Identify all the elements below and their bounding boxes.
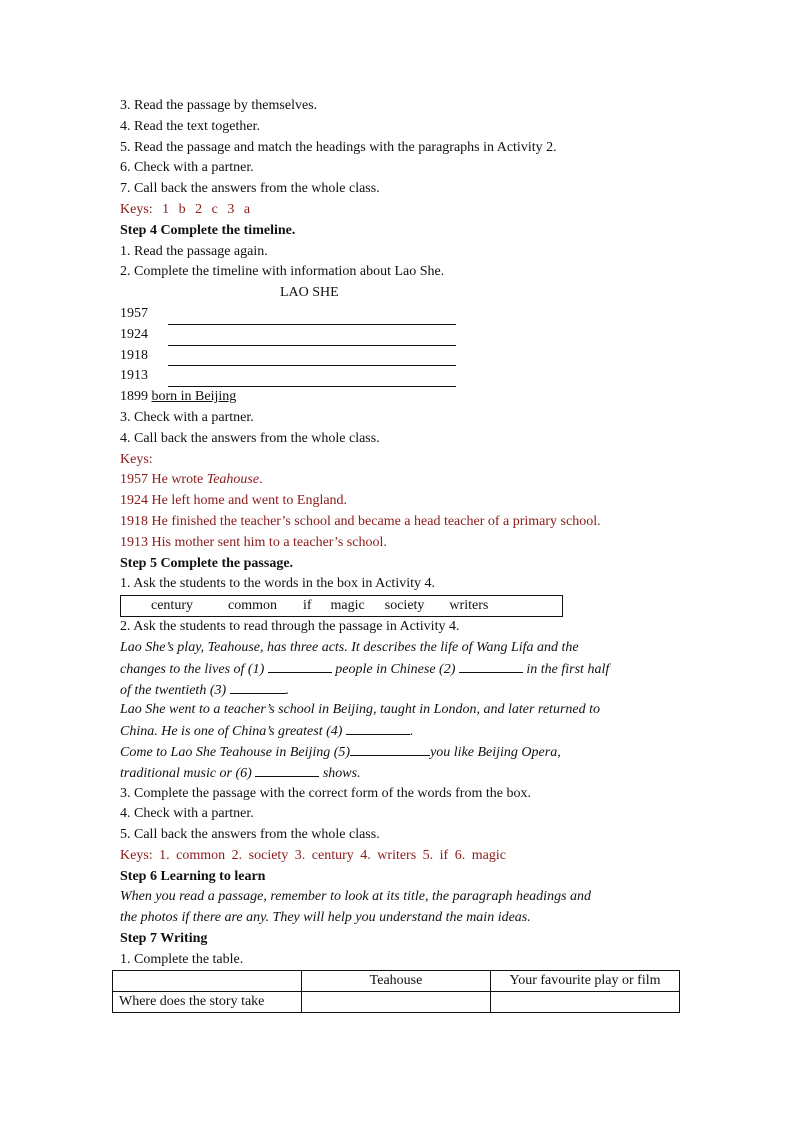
timeline-year: 1924	[120, 326, 148, 342]
blank-6[interactable]	[255, 763, 319, 777]
timeline-blank[interactable]	[168, 308, 456, 325]
passage-text: you like Beijing Opera,	[430, 744, 561, 760]
table-cell-input[interactable]	[491, 992, 680, 1013]
timeline-year: 1913	[120, 368, 148, 384]
step7-item-1: 1. Complete the table.	[120, 951, 244, 967]
step5-keys: Keys: 1. common 2. society 3. century 4. writers 5. if 6. magic	[120, 847, 506, 863]
word-box-word: society	[384, 598, 425, 614]
timeline-row	[120, 366, 700, 387]
timeline-blank[interactable]	[168, 370, 456, 387]
step5-item-5: 5. Call back the answers from the whole class.	[120, 827, 380, 843]
step6-line: When you read a passage, remember to look at its title, the paragraph headings and	[120, 889, 592, 905]
step7-heading: Step 7 Writing	[120, 931, 208, 947]
step3-item-6: 6. Check with a partner.	[120, 160, 254, 176]
step4-heading: Step 4 Complete the timeline.	[120, 222, 296, 238]
step4-key-line: 1918 He finished the teacher’s school and became a head teacher of a primary school.	[120, 513, 601, 529]
timeline-row	[120, 325, 700, 346]
table-header-cell	[113, 971, 302, 992]
step3-keys: Keys: 1 b 2 c 3 a	[120, 201, 251, 217]
timeline-year: 1899	[120, 389, 148, 405]
step4-item-4: 4. Call back the answers from the whole class.	[120, 430, 380, 446]
passage-line: Lao She went to a teacher’s school in Beijing, taught in London, and later returned to	[120, 702, 600, 718]
blank-1[interactable]	[268, 659, 332, 673]
step4-key-line	[120, 470, 700, 491]
timeline-blank[interactable]	[168, 329, 456, 346]
step5-heading: Step 5 Complete the passage.	[120, 555, 294, 571]
step3-item-3: 3. Read the passage by themselves.	[120, 98, 318, 113]
table-header-cell: Your favourite play or film	[491, 971, 680, 992]
step4-item-1: 1. Read the passage again.	[120, 243, 268, 259]
passage-text: changes to the lives of (1)	[120, 661, 268, 677]
timeline-title: LAO SHE	[280, 285, 339, 301]
timeline-row	[120, 304, 700, 325]
step5-item-4: 4. Check with a partner.	[120, 806, 254, 822]
table-header-cell: Teahouse	[302, 971, 491, 992]
step6-line: the photos if there are any. They will help you understand the main ideas.	[120, 910, 531, 926]
passage-text: .	[409, 724, 414, 740]
step4-keys-label: Keys:	[120, 451, 153, 467]
word-box-word: if	[302, 598, 312, 614]
timeline-answer: born in Beijing	[151, 389, 237, 405]
passage-text: people in Chinese (2)	[331, 661, 459, 677]
passage-text: China. He is one of China’s greatest (4)	[120, 724, 346, 740]
document-page	[120, 96, 700, 971]
step5-item-2: 2. Ask the students to read through the passage in Activity 4.	[120, 619, 460, 635]
word-box	[120, 595, 563, 617]
passage-line	[120, 659, 700, 680]
step3-item-4: 4. Read the text together.	[120, 118, 260, 134]
step3-item-7: 7. Call back the answers from the whole class.	[120, 181, 380, 197]
table-cell-input[interactable]	[302, 992, 491, 1013]
passage-line	[120, 742, 700, 763]
timeline-year: 1957	[120, 305, 148, 321]
timeline-blank[interactable]	[168, 349, 456, 366]
step4-item-3: 3. Check with a partner.	[120, 409, 254, 425]
word-box-word: century	[151, 598, 193, 614]
timeline-row-1899	[120, 387, 700, 408]
key-text: 1957 He wrote	[120, 472, 207, 488]
passage-text: of the twentieth (3)	[120, 682, 230, 698]
table-row	[113, 992, 680, 1013]
step4-key-line: 1913 His mother sent him to a teacher’s school.	[120, 534, 387, 550]
passage-text: in the first half	[522, 661, 610, 677]
passage-line	[120, 680, 700, 701]
passage-text: traditional music or (6)	[120, 765, 256, 781]
word-box-word: magic	[330, 598, 365, 614]
key-title: Teahouse	[206, 472, 260, 488]
passage-line	[120, 763, 700, 784]
step5-item-3: 3. Complete the passage with the correct form of the words from the box.	[120, 785, 531, 801]
passage-text: shows.	[319, 765, 361, 781]
timeline-year: 1918	[120, 347, 148, 363]
blank-2[interactable]	[459, 659, 523, 673]
word-box-word: common	[227, 598, 277, 614]
passage-line	[120, 721, 700, 742]
step6-heading: Step 6 Learning to learn	[120, 868, 266, 884]
step4-item-2: 2. Complete the timeline with information about Lao She.	[120, 264, 445, 280]
blank-5[interactable]	[350, 742, 430, 756]
table-cell: Where does the story take	[113, 992, 302, 1013]
step3-item-5: 5. Read the passage and match the headings with the paragraphs in Activity 2.	[120, 139, 557, 155]
passage-line: Lao She’s play, Teahouse, has three acts. It describes the life of Wang Lifa and the	[120, 639, 579, 655]
key-text: .	[259, 472, 263, 488]
blank-4[interactable]	[346, 721, 410, 735]
timeline-row	[120, 346, 700, 367]
blank-3[interactable]	[230, 680, 286, 694]
word-box-word: writers	[449, 598, 489, 614]
table-header-row	[113, 971, 680, 992]
step5-item-1: 1. Ask the students to the words in the box in Activity 4.	[120, 576, 435, 592]
writing-table	[112, 970, 680, 1013]
step4-key-line: 1924 He left home and went to England.	[120, 493, 348, 509]
passage-text: .	[285, 682, 290, 698]
passage-text: Come to Lao She Teahouse in Beijing (5)	[120, 744, 351, 760]
